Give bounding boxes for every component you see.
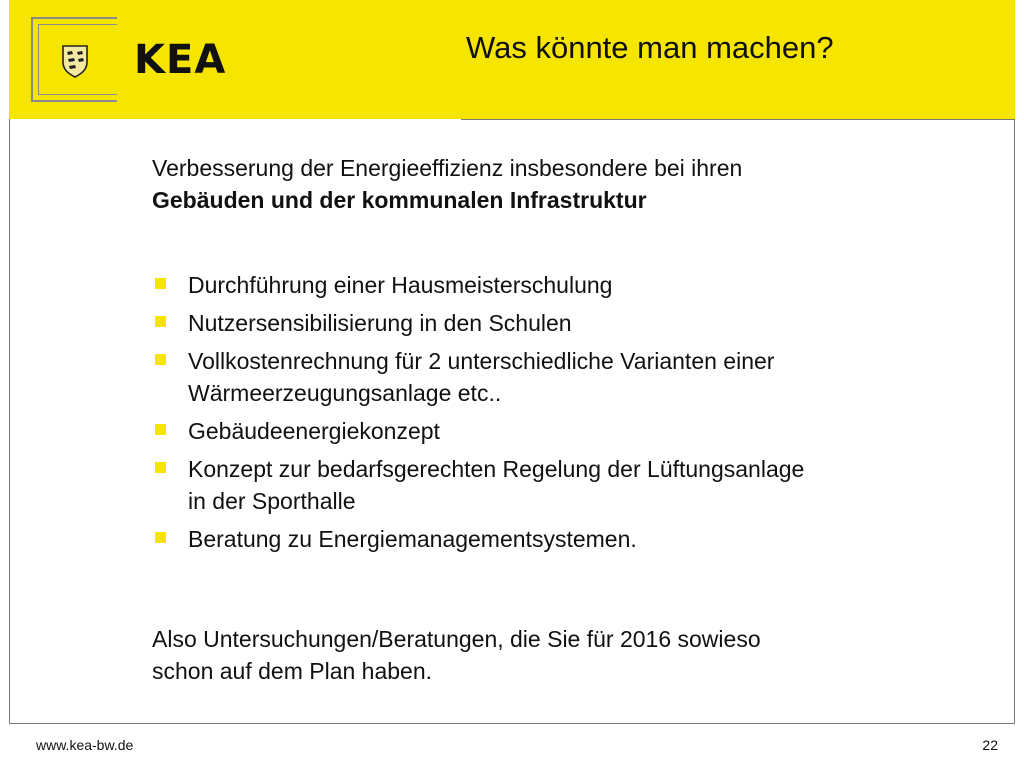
closing-line: schon auf dem Plan haben. bbox=[152, 658, 433, 684]
bullet-square-icon bbox=[155, 424, 166, 435]
list-item-text-continued: in der Sporthalle bbox=[188, 488, 356, 514]
intro-bold-line: Gebäuden und der kommunalen Infrastruktur bbox=[152, 187, 647, 213]
bullet-square-icon bbox=[155, 462, 166, 473]
footer-url: www.kea-bw.de bbox=[36, 737, 134, 753]
list-item bbox=[152, 345, 972, 409]
closing-paragraph bbox=[152, 623, 952, 687]
list-item bbox=[152, 453, 972, 517]
bullet-square-icon bbox=[155, 532, 166, 543]
list-item-text: Vollkostenrechnung für 2 unterschiedliche Varianten einer bbox=[188, 348, 775, 374]
bullet-square-icon bbox=[155, 278, 166, 289]
list-item-text: Konzept zur bedarfsgerechten Regelung der Lüftungsanlage bbox=[188, 456, 805, 482]
list-item bbox=[152, 307, 972, 339]
list-item-text: Beratung zu Energiemanagementsystemen. bbox=[188, 526, 637, 552]
list-item-text-continued: Wärmeerzeugungsanlage etc.. bbox=[188, 380, 502, 406]
bullet-list bbox=[152, 269, 972, 561]
bullet-square-icon bbox=[155, 354, 166, 365]
list-item-text: Durchführung einer Hausmeisterschulung bbox=[188, 272, 613, 298]
kea-logo: KEA bbox=[134, 37, 227, 83]
list-item bbox=[152, 523, 972, 555]
page-number: 22 bbox=[982, 737, 998, 753]
bullet-square-icon bbox=[155, 316, 166, 327]
coat-of-arms-icon bbox=[60, 42, 90, 78]
list-item bbox=[152, 415, 972, 447]
list-item bbox=[152, 269, 972, 301]
closing-line: Also Untersuchungen/Beratungen, die Sie für 2016 sowieso bbox=[152, 626, 761, 652]
list-item-text: Gebäudeenergiekonzept bbox=[188, 418, 440, 444]
slide-title: Was könnte man machen? bbox=[466, 30, 834, 65]
list-item-text: Nutzersensibilisierung in den Schulen bbox=[188, 310, 572, 336]
intro-paragraph bbox=[152, 152, 952, 216]
intro-line: Verbesserung der Energieeffizienz insbesondere bei ihren bbox=[152, 155, 743, 181]
